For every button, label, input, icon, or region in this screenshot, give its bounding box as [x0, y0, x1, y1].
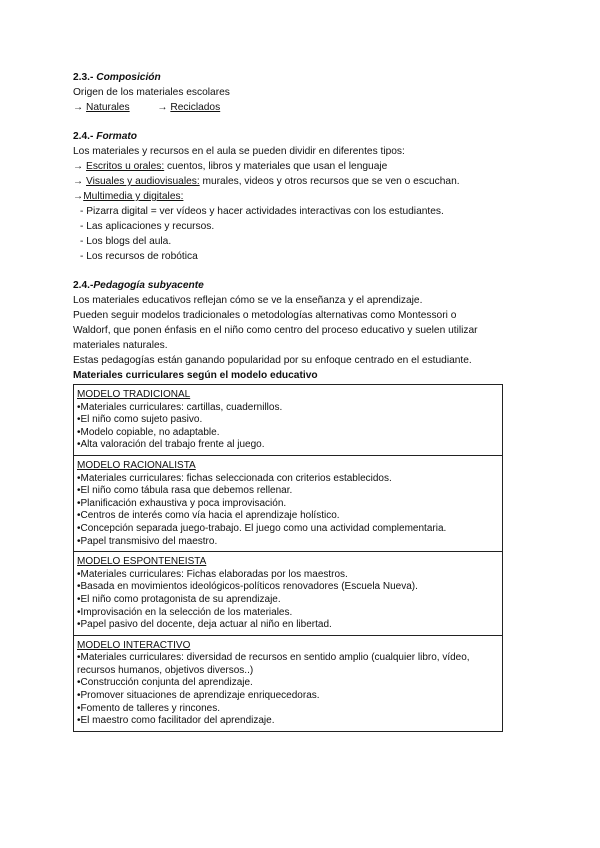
item-label: Escritos u orales: [86, 161, 165, 172]
model-cell-racionalista [74, 455, 503, 551]
section-title: Composición [96, 72, 161, 83]
option-naturales: Naturales [86, 102, 130, 113]
arrow-icon: → [73, 176, 87, 187]
section-title: Pedagogía subyacente [93, 280, 204, 291]
list-item [73, 159, 513, 174]
table-row [74, 455, 503, 551]
models-table [73, 384, 503, 732]
model-bullet: •El niño como protagonista de su aprendizaje. [77, 593, 281, 605]
model-bullet: •Centros de interés como vía hacia el aprendizaje holístico. [77, 510, 340, 522]
section-title: Formato [96, 131, 137, 142]
paragraph-line: Pueden seguir modelos tradicionales o metodologías alternativas como Montessori o [73, 310, 457, 321]
section-number: 2.3.- [73, 72, 97, 83]
model-bullet: •Improvisación en la selección de los materiales. [77, 606, 293, 618]
arrow-icon: → [73, 191, 84, 202]
item-text: murales, videos y otros recursos que se ven o escuchan. [199, 176, 460, 187]
option-reciclados: Reciclados [170, 102, 221, 113]
table-row [74, 552, 503, 636]
model-cell-interactivo [74, 635, 503, 731]
model-bullet: •Basada en movimientos ideológicos-políticos renovadores (Escuela Nueva). [77, 581, 418, 593]
document-page [73, 70, 513, 732]
model-bullet: •Modelo copiable, no adaptable. [77, 426, 220, 438]
item-label: Multimedia y digitales: [83, 191, 184, 202]
model-bullet: •Concepción separada juego-trabajo. El juego como una actividad complementaria. [77, 522, 447, 534]
model-bullet: •Fomento de talleres y rincones. [77, 702, 221, 714]
model-bullet: •Materiales curriculares: Fichas elaboradas por los maestros. [77, 568, 348, 580]
item-text: cuentos, libros y materiales que usan el lenguaje [164, 161, 388, 172]
paragraph-line: materiales naturales. [73, 340, 168, 351]
list-item [73, 189, 513, 204]
paragraph-line: Estas pedagogías están ganando popularidad por su enfoque centrado en el estudiante. [73, 355, 472, 366]
list-item [73, 174, 513, 189]
paragraph-line: Los materiales educativos reflejan cómo se ve la enseñanza y el aprendizaje. [73, 295, 423, 306]
model-bullet: •Planificación exhaustiva y poca improvisación. [77, 497, 287, 509]
origin-options [73, 100, 513, 115]
section-number: 2.4.- [73, 280, 94, 291]
model-cell-tradicional [74, 385, 503, 456]
model-bullet: •Materiales curriculares: fichas seleccionada con criterios establecidos. [77, 472, 392, 484]
model-bullet: •Papel pasivo del docente, deja actuar al niño en libertad. [77, 619, 332, 631]
section-heading-pedagogia [73, 278, 513, 293]
model-title: MODELO TRADICIONAL [77, 389, 191, 400]
model-bullet: •El niño como tábula rasa que debemos rellenar. [77, 485, 293, 497]
arrow-icon: → [73, 102, 84, 113]
item-label: Visuales y audiovisuales: [86, 176, 200, 187]
section-heading-formato [73, 129, 513, 144]
sub-list-item: - Los recursos de robótica [80, 251, 198, 262]
model-title: MODELO ESPONTENEISTA [77, 556, 207, 568]
table-title: Materiales curriculares según el modelo educativo [73, 370, 318, 381]
table-row [74, 635, 503, 731]
paragraph-line: Origen de los materiales escolares [73, 87, 230, 98]
paragraph-line: Los materiales y recursos en el aula se pueden dividir en diferentes tipos: [73, 146, 405, 157]
model-title: MODELO INTERACTIVO [77, 639, 191, 651]
model-title: MODELO RACIONALISTA [77, 459, 196, 471]
model-bullet: •Papel transmisivo del maestro. [77, 535, 218, 547]
model-bullet: •El maestro como facilitador del aprendizaje. [77, 715, 275, 727]
model-bullet: •Promover situaciones de aprendizaje enriquecedoras. [77, 690, 320, 702]
table-row [74, 385, 503, 456]
model-cell-esponteneista [74, 552, 503, 636]
model-bullet: •Materiales curriculares: cartillas, cuadernillos. [77, 401, 283, 413]
model-bullet: •Alta valoración del trabajo frente al juego. [77, 439, 265, 451]
section-heading-composicion [73, 70, 513, 85]
arrow-icon: → [157, 102, 168, 113]
arrow-icon: → [73, 161, 87, 172]
paragraph-line: Waldorf, que ponen énfasis en el niño como centro del proceso educativo y suelen utilizar [73, 325, 478, 336]
sub-list-item: - Pizarra digital = ver vídeos y hacer actividades interactivas con los estudiantes. [80, 206, 444, 217]
sub-list-item: - Los blogs del aula. [80, 236, 172, 247]
sub-list-item: - Las aplicaciones y recursos. [80, 221, 215, 232]
section-number: 2.4.- [73, 131, 97, 142]
model-bullet: •El niño como sujeto pasivo. [77, 414, 203, 426]
model-bullet: •Construcción conjunta del aprendizaje. [77, 677, 253, 689]
model-bullet: •Materiales curriculares: diversidad de recursos en sentido amplio (cualquier libro, vídeo, recursos humanos, objetivos diversos..) [77, 652, 470, 676]
